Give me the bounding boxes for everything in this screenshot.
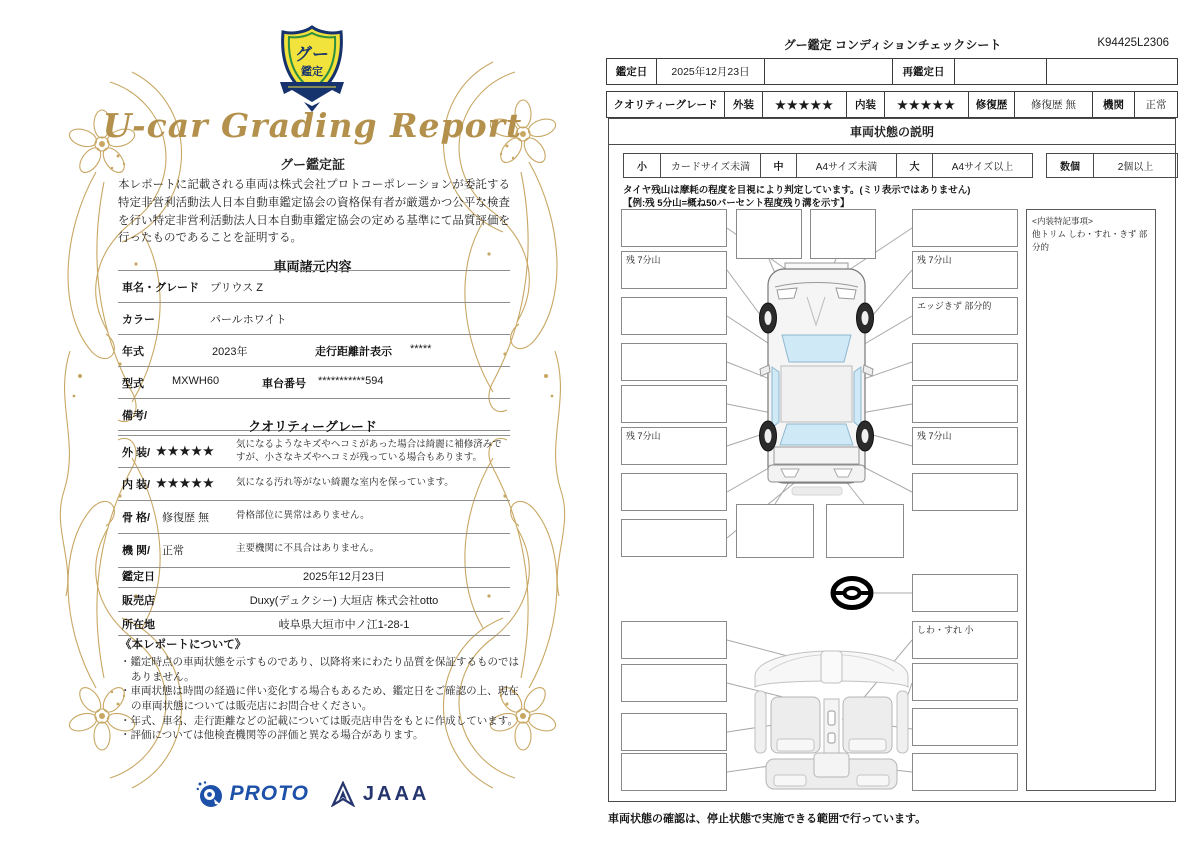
legend-size-label: 小: [637, 162, 647, 173]
quality-value: ★★★★★: [156, 476, 215, 490]
jaaa-icon: [331, 781, 357, 807]
appraisal-date-table: [606, 58, 1178, 85]
quality-value: 修復歴 無: [162, 512, 210, 524]
condition-box-left: [621, 209, 727, 247]
spec-row: [118, 303, 510, 335]
quality-desc: 主要機関に不具合はありません。: [236, 543, 380, 554]
damage-count-legend: [1046, 153, 1178, 178]
condition-box-right: [912, 209, 1018, 247]
interior-label: 内装: [847, 92, 885, 117]
condition-footer-note: 車両状態の確認は、停止状態で実施できる範囲で行っています。: [608, 813, 927, 825]
quality-desc: 気になるようなキズやヘコミがあった場合は綺麗に補修済みですが、小さなキズやヘコミが残っている場合もあります。: [236, 439, 502, 463]
meta-value: 岐阜県大垣市中ノ江1-28-1: [278, 619, 410, 631]
quality-row: [118, 501, 510, 534]
condition-box-left: [621, 297, 727, 335]
about-heading: 《本レポートについて》: [120, 639, 247, 651]
legend-count-value: 2個以上: [1093, 154, 1177, 177]
repair-history-value: 修復歴 無: [1015, 92, 1093, 117]
sheet-title: グー鑑定 コンディションチェックシート: [783, 38, 1002, 52]
condition-box-right: [912, 708, 1018, 746]
quality-grade-table: [118, 435, 510, 568]
condition-box-right: しわ・すれ 小: [912, 621, 1018, 659]
meta-value: Duxy(デュクシー) 大垣店 株式会社otto: [249, 595, 439, 607]
quality-desc: 気になる汚れ等がない綺麗な室内を保っています。: [236, 477, 454, 488]
vehicle-spec-table: [118, 270, 510, 431]
condition-box-left: [621, 519, 727, 557]
interior-notes-panel: [1026, 209, 1156, 791]
spec-label: 型式: [122, 378, 144, 390]
spec-value: パールホワイト: [210, 314, 287, 326]
spec-value2: *****: [410, 343, 432, 355]
spec-label2: 走行距離計表示: [315, 346, 392, 358]
legend-size-value: A4サイズ未満: [796, 154, 896, 177]
exterior-stars: ★★★★★: [763, 92, 847, 117]
spec-label2: 車台番号: [262, 378, 306, 390]
repair-history-label: 修復歴: [969, 92, 1015, 117]
condition-box-right: [912, 663, 1018, 701]
meta-row: [118, 588, 510, 612]
spec-section-title: 車両諸元内容: [273, 259, 352, 274]
meta-label: 販売店: [122, 595, 155, 607]
vehicle-condition-panel: [608, 118, 1176, 802]
report-title: U-car Grading Report: [102, 106, 523, 145]
quality-label: 内 装/: [122, 479, 151, 491]
condition-box-right: [912, 473, 1018, 511]
steering-wheel-icon: [833, 579, 871, 608]
empty-cell: [765, 59, 893, 84]
spec-row: [118, 271, 510, 303]
grade-table-label: クオリティーグレード: [607, 92, 725, 117]
spec-row: [118, 335, 510, 367]
condition-box-left: [621, 753, 727, 791]
condition-box-mid: [826, 504, 904, 558]
car-top-view: [760, 263, 874, 495]
quality-section-title: クオリティーグレード: [248, 419, 377, 434]
condition-box-left: [621, 385, 727, 423]
spec-value2: ***********594: [318, 375, 384, 387]
reappraisal-date-label: 再鑑定日: [893, 59, 955, 84]
footer-logos: [40, 780, 585, 808]
condition-box-left: [621, 713, 727, 751]
sheet-code: K94425L2306: [1097, 37, 1169, 49]
spec-label: カラー: [122, 314, 155, 326]
badge-text-goo: グー: [295, 45, 329, 64]
proto-icon: [196, 780, 224, 808]
tire-note-line2: 【例:残 5分山=概ね50パーセント程度残り溝を示す】: [623, 198, 850, 209]
proto-logo: [196, 780, 309, 808]
about-report-section: [120, 636, 522, 743]
quality-label: 外 装/: [122, 447, 151, 459]
tire-note-line1: タイヤ残山は摩耗の程度を目視により判定しています。(ミリ表示ではありません): [623, 185, 971, 196]
about-bullet: ・年式、車名、走行距離などの記載については販売店申告をもとに作成しています。: [120, 714, 518, 727]
appraisal-meta-table: [118, 564, 510, 636]
condition-box-right: [912, 574, 1018, 612]
quality-row: [118, 534, 510, 568]
empty-cell: [955, 59, 1047, 84]
exterior-label: 外装: [725, 92, 763, 117]
condition-check-sheet-page: [600, 28, 1185, 844]
condition-box-left: 残 7分山: [621, 427, 727, 465]
about-bullet: ・車両状態は時間の経過に伴い変化する場合もあるため、鑑定日をご確認の上、現在の車両状態については販売店にお問合せください。: [120, 685, 519, 713]
spec-label: 年式: [122, 346, 144, 358]
spec-value: 2023年: [212, 346, 248, 358]
spec-label: 備考/: [122, 410, 148, 422]
quality-row: [118, 468, 510, 501]
meta-label: 所在地: [122, 619, 155, 631]
spec-label: 車名・グレード: [122, 282, 199, 294]
meta-label: 鑑定日: [122, 571, 155, 583]
about-bullet: ・評価については他検査機関等の評価と異なる場合があります。: [120, 729, 424, 742]
condition-box-left: [621, 343, 727, 381]
condition-box-right: エッジきず 部分的: [912, 297, 1018, 335]
quality-desc: 骨格部位に異常はありません。: [236, 510, 370, 521]
badge-text-kantei: 鑑定: [301, 66, 323, 78]
appraisal-date-value: 2025年12月23日: [657, 59, 765, 84]
spec-row: [118, 367, 510, 399]
about-bullet-list: [120, 655, 522, 743]
condition-box-mid: [736, 504, 814, 558]
report-subtitle: グー鑑定証: [279, 157, 345, 172]
condition-box-right: [912, 343, 1018, 381]
legend-count-label: 数個: [1060, 162, 1080, 173]
interior-notes-title: <内装特記事項>: [1032, 216, 1093, 226]
jaaa-logo: [331, 781, 429, 807]
condition-box-left: 残 7分山: [621, 251, 727, 289]
proto-logo-text: PROTO: [229, 782, 309, 805]
spec-value: プリウス Z: [210, 282, 264, 294]
engine-label: 機関: [1093, 92, 1135, 117]
quality-value: 正常: [162, 545, 184, 557]
legend-size-label: 大: [896, 154, 932, 177]
meta-row: [118, 612, 510, 636]
condition-box-right: [912, 753, 1018, 791]
certification-statement: 本レポートに記載される車両は株式会社プロトコーポレーションが委託する特定非営利活動法人日本自動車鑑定協会の資格保有者が厳選かつ公平な検査を行い特定非営利活動法人日本自動車鑑定協会の定める基準にて品質評価を行ったものであることを証明する。: [118, 179, 510, 245]
meta-row: [118, 564, 510, 588]
grading-certificate-page: [40, 16, 585, 836]
condition-box-top: [736, 209, 802, 259]
empty-cell: [1047, 59, 1177, 84]
condition-box-left: [621, 664, 727, 702]
interior-stars: ★★★★★: [885, 92, 969, 117]
condition-box-left: [621, 473, 727, 511]
legend-size-label: 中: [760, 154, 796, 177]
spec-value: MXWH60: [172, 375, 220, 387]
legend-size-value: カードサイズ未満: [660, 154, 760, 177]
quality-grade-summary-table: [606, 91, 1178, 118]
quality-value: ★★★★★: [156, 444, 215, 458]
interior-notes-text: 他トリム しわ・すれ・きず 部分的: [1032, 228, 1148, 252]
quality-label: 骨 格/: [122, 512, 151, 524]
appraisal-date-label: 鑑定日: [607, 59, 657, 84]
condition-box-top: [810, 209, 876, 259]
legend-size-value: A4サイズ以上: [932, 154, 1032, 177]
goo-kantei-badge-icon: [278, 24, 346, 116]
condition-box-right: 残 7分山: [912, 427, 1018, 465]
meta-value: 2025年12月23日: [303, 571, 385, 583]
interior-front-view: [755, 651, 908, 789]
jaaa-logo-text: JAAA: [362, 782, 430, 805]
quality-row: [118, 436, 510, 468]
quality-label: 機 関/: [122, 545, 151, 557]
engine-value: 正常: [1145, 99, 1167, 111]
damage-size-legend: [623, 153, 1033, 178]
condition-box-right: 残 7分山: [912, 251, 1018, 289]
condition-box-left: [621, 621, 727, 659]
condition-panel-title: 車両状態の説明: [609, 119, 1175, 145]
condition-box-right: [912, 385, 1018, 423]
about-bullet: ・鑑定時点の車両状態を示すものであり、以降将来にわたり品質を保証するものではありません。: [120, 656, 519, 683]
